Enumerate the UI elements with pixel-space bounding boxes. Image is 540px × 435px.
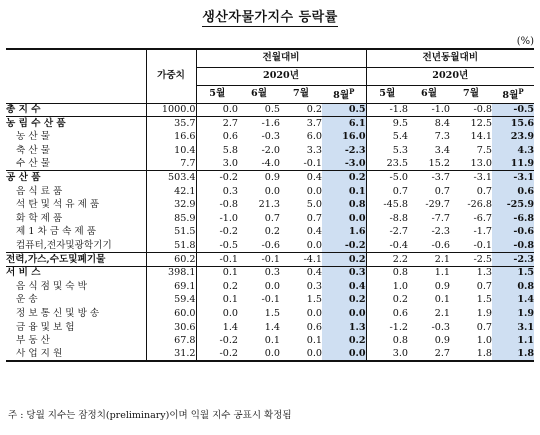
yoy-value-cell: 5.3 bbox=[366, 144, 408, 158]
mom-value-cell: 0.8 bbox=[322, 198, 366, 212]
yoy-value-cell: -0.8 bbox=[492, 239, 534, 253]
mom-value-cell: 0.0 bbox=[306, 239, 322, 251]
yoy-value-cell: 0.8 bbox=[366, 334, 408, 348]
table-row bbox=[6, 307, 534, 321]
mom-value-cell: 0.5 bbox=[322, 103, 366, 117]
yoy-value-cell: 9.5 bbox=[366, 117, 408, 131]
mom-value-cell: 0.0 bbox=[238, 348, 280, 362]
yoy-value-cell: -29.7 bbox=[425, 199, 451, 211]
yoy-value-cell: -25.9 bbox=[492, 198, 534, 212]
mom-month-8: 8월$^P$ bbox=[322, 85, 366, 103]
mom-value-cell: 0.3 bbox=[238, 266, 280, 280]
yoy-value-cell: 5.4 bbox=[366, 130, 408, 144]
table-row bbox=[6, 185, 534, 199]
row-label: 사 업 지 원 bbox=[6, 348, 146, 362]
yoy-value-cell: 1.9 bbox=[492, 307, 534, 321]
weight-cell: 51.5 bbox=[146, 225, 196, 239]
yoy-value-cell: -6.8 bbox=[492, 212, 534, 226]
mom-value-cell: 0.0 bbox=[322, 212, 366, 226]
mom-value-cell: 21.3 bbox=[258, 199, 280, 211]
mom-value-cell: -3.0 bbox=[322, 157, 366, 171]
row-label: 농 산 물 bbox=[16, 131, 50, 143]
table-row bbox=[6, 253, 534, 267]
mom-value-cell: 0.0 bbox=[280, 348, 322, 362]
page-title: 생산자물가지수 등락률 bbox=[202, 10, 338, 25]
mom-value-cell: 0.6 bbox=[306, 321, 322, 333]
yoy-month-7: 7월 bbox=[450, 85, 492, 103]
yoy-value-cell: -1.0 bbox=[408, 103, 450, 117]
yoy-value-cell: 23.5 bbox=[366, 157, 408, 171]
yoy-value-cell: 0.8 bbox=[492, 280, 534, 294]
yoy-value-cell: -5.0 bbox=[366, 171, 408, 185]
weight-cell: 59.4 bbox=[146, 293, 196, 307]
mom-value-cell: 0.4 bbox=[306, 226, 322, 238]
mom-value-cell: -4.0 bbox=[261, 158, 280, 170]
table-row bbox=[6, 103, 534, 117]
mom-value-cell: -0.2 bbox=[196, 348, 238, 362]
yoy-value-cell: 1.1 bbox=[492, 334, 534, 348]
mom-value-cell: -0.2 bbox=[196, 171, 238, 185]
row-label: 총 지 수 bbox=[6, 103, 146, 117]
row-label: 석 탄 및 석 유 제 품 bbox=[16, 199, 100, 211]
mom-value-cell: -0.1 bbox=[196, 253, 238, 267]
mom-value-cell: 3.3 bbox=[306, 144, 322, 156]
yoy-value-cell: 15.6 bbox=[492, 117, 534, 131]
weight-cell: 32.9 bbox=[146, 198, 196, 212]
yoy-value-cell: -8.8 bbox=[366, 212, 408, 226]
weight-cell: 67.8 bbox=[146, 334, 196, 348]
mom-value-cell: 6.0 bbox=[306, 131, 322, 143]
table-row bbox=[6, 280, 534, 294]
mom-value-cell: 0.4 bbox=[322, 280, 366, 294]
mom-value-cell: 0.2 bbox=[322, 253, 366, 267]
yoy-value-cell: 1.8 bbox=[492, 348, 534, 362]
mom-value-cell: 0.0 bbox=[322, 307, 366, 321]
row-label: 농 림 수 산 품 bbox=[6, 117, 146, 131]
mom-value-cell: 0.0 bbox=[306, 185, 322, 197]
mom-value-cell: -2.3 bbox=[322, 144, 366, 158]
mom-value-cell: -0.5 bbox=[219, 239, 238, 251]
mom-value-cell: -4.1 bbox=[280, 253, 322, 267]
mom-month-7: 7월 bbox=[280, 85, 322, 103]
yoy-value-cell: 14.1 bbox=[470, 131, 493, 143]
mom-value-cell: 0.4 bbox=[280, 266, 322, 280]
yoy-value-cell: -26.8 bbox=[467, 199, 493, 211]
price-index-table bbox=[6, 48, 534, 362]
yoy-value-cell: 2.1 bbox=[434, 307, 451, 319]
weight-cell: 31.2 bbox=[146, 348, 196, 362]
mom-month-6: 6월 bbox=[238, 85, 280, 103]
table-body bbox=[6, 103, 534, 361]
yoy-value-cell: -0.6 bbox=[431, 239, 451, 251]
table-row bbox=[6, 144, 534, 158]
mom-value-cell: 0.4 bbox=[280, 171, 322, 185]
yoy-value-cell: -45.8 bbox=[366, 198, 408, 212]
mom-value-cell: -0.2 bbox=[219, 226, 238, 238]
corner-cell bbox=[6, 49, 146, 67]
mom-value-cell: 2.7 bbox=[196, 117, 238, 131]
mom-value-cell: -1.0 bbox=[219, 212, 238, 224]
mom-value-cell: 0.0 bbox=[264, 185, 280, 197]
yoy-value-cell: 1.8 bbox=[450, 348, 492, 362]
mom-value-cell: 1.5 bbox=[264, 307, 280, 319]
mom-value-cell: 0.0 bbox=[196, 103, 238, 117]
yoy-value-cell: 0.1 bbox=[434, 294, 451, 306]
mom-value-cell: -0.6 bbox=[261, 239, 280, 251]
yoy-value-cell: -0.1 bbox=[473, 239, 493, 251]
weight-cell: 69.1 bbox=[146, 280, 196, 294]
yoy-value-cell: 1.5 bbox=[492, 266, 534, 280]
mom-value-cell: -1.6 bbox=[238, 117, 280, 131]
yoy-value-cell: 0.7 bbox=[434, 185, 451, 197]
yoy-value-cell: 1.0 bbox=[366, 280, 408, 294]
mom-value-cell: 6.1 bbox=[322, 117, 366, 131]
mom-value-cell: 0.0 bbox=[306, 307, 322, 319]
yoy-value-cell: 1.4 bbox=[492, 293, 534, 307]
table-row bbox=[6, 198, 534, 212]
row-label: 제 1 차 금 속 제 품 bbox=[16, 226, 97, 238]
mom-value-cell: 1.3 bbox=[322, 321, 366, 335]
row-label: 수 산 물 bbox=[16, 158, 50, 170]
yoy-value-cell: 13.0 bbox=[470, 158, 493, 170]
mom-value-cell: -2.0 bbox=[261, 144, 280, 156]
yoy-value-cell: 23.9 bbox=[492, 130, 534, 144]
row-label: 공 산 품 bbox=[6, 171, 146, 185]
row-label: 음 식 료 품 bbox=[16, 185, 63, 197]
yoy-value-cell: 2.7 bbox=[408, 348, 450, 362]
table-row bbox=[6, 266, 534, 280]
yoy-value-cell: -3.7 bbox=[408, 171, 450, 185]
mom-value-cell: -0.8 bbox=[219, 199, 238, 211]
weight-cell: 1000.0 bbox=[146, 103, 196, 117]
yoy-value-cell: 7.5 bbox=[476, 144, 493, 156]
row-label: 음 식 점 및 숙 박 bbox=[16, 280, 87, 292]
yoy-value-cell: 0.8 bbox=[366, 266, 408, 280]
mom-value-cell: 0.1 bbox=[264, 335, 280, 347]
yoy-value-cell: -2.3 bbox=[431, 226, 451, 238]
yoy-value-cell: -2.7 bbox=[366, 225, 408, 239]
mom-month-5: 5월 bbox=[196, 85, 238, 103]
yoy-value-cell: 2.1 bbox=[408, 253, 450, 267]
yoy-value-cell: 0.7 bbox=[476, 321, 493, 333]
mom-value-cell: 0.3 bbox=[306, 280, 322, 292]
yoy-value-cell: -0.8 bbox=[450, 103, 492, 117]
row-label: 축 산 물 bbox=[16, 144, 50, 156]
weight-cell: 60.2 bbox=[146, 253, 196, 267]
weight-cell: 10.4 bbox=[146, 144, 196, 158]
footnote: 주 : 당월 지수는 잠정치(preliminary)이며 익월 지수 공표시 확정됨 bbox=[8, 410, 292, 421]
yoy-header: 전년동월대비 bbox=[366, 49, 534, 67]
table-row bbox=[6, 321, 534, 335]
row-label: 컴퓨터,전자및광학기기 bbox=[16, 239, 112, 251]
mom-value-cell: 0.1 bbox=[222, 294, 238, 306]
yoy-value-cell: 3.4 bbox=[434, 144, 451, 156]
mom-value-cell: 0.9 bbox=[238, 171, 280, 185]
mom-value-cell: 0.0 bbox=[264, 280, 280, 292]
row-label: 전력,가스,수도및폐기물 bbox=[6, 253, 146, 267]
weight-cell: 85.9 bbox=[146, 212, 196, 226]
yoy-value-cell: -3.1 bbox=[450, 171, 492, 185]
mom-value-cell: 16.0 bbox=[322, 130, 366, 144]
yoy-value-cell: 0.7 bbox=[476, 185, 493, 197]
table-row bbox=[6, 171, 534, 185]
yoy-month-5: 5월 bbox=[366, 85, 408, 103]
mom-value-cell: 0.2 bbox=[280, 103, 322, 117]
yoy-value-cell: 1.9 bbox=[476, 307, 493, 319]
mom-value-cell: 0.1 bbox=[306, 335, 322, 347]
row-label: 화 학 제 품 bbox=[16, 212, 63, 224]
yoy-value-cell: -0.6 bbox=[492, 225, 534, 239]
table-row bbox=[6, 348, 534, 362]
mom-value-cell: 0.0 bbox=[322, 348, 366, 362]
yoy-month-8: 8월$^P$ bbox=[492, 85, 534, 103]
yoy-value-cell: 0.9 bbox=[434, 280, 451, 292]
mom-value-cell: 0.2 bbox=[322, 293, 366, 307]
yoy-value-cell: 4.3 bbox=[492, 144, 534, 158]
yoy-value-cell: -2.5 bbox=[450, 253, 492, 267]
table-row bbox=[6, 212, 534, 226]
mom-value-cell: 0.3 bbox=[222, 185, 238, 197]
mom-value-cell: 0.1 bbox=[322, 185, 366, 199]
mom-value-cell: 0.3 bbox=[322, 266, 366, 280]
mom-value-cell: -0.1 bbox=[303, 158, 322, 170]
table-row bbox=[6, 293, 534, 307]
yoy-value-cell: -0.4 bbox=[366, 239, 408, 253]
mom-header: 전월대비 bbox=[196, 49, 366, 67]
mom-value-cell: 0.5 bbox=[238, 103, 280, 117]
yoy-value-cell: -0.3 bbox=[431, 321, 451, 333]
mom-value-cell: 0.2 bbox=[222, 280, 238, 292]
mom-year-label: 2020년 bbox=[196, 67, 366, 85]
table-row bbox=[6, 239, 534, 253]
yoy-value-cell: 1.5 bbox=[476, 294, 493, 306]
row-label: 운 송 bbox=[16, 294, 38, 306]
yoy-value-cell: 1.1 bbox=[408, 266, 450, 280]
mom-value-cell: 1.6 bbox=[322, 225, 366, 239]
mom-value-cell: 1.5 bbox=[306, 294, 322, 306]
yoy-value-cell: -1.7 bbox=[473, 226, 493, 238]
weight-cell: 503.4 bbox=[146, 171, 196, 185]
weight-cell: 42.1 bbox=[146, 185, 196, 199]
yoy-value-cell: 7.3 bbox=[434, 131, 451, 143]
mom-value-cell: -0.1 bbox=[261, 294, 280, 306]
row-label: 정 보 통 신 및 방 송 bbox=[16, 307, 100, 319]
table-row bbox=[6, 225, 534, 239]
yoy-value-cell: 11.9 bbox=[492, 157, 534, 171]
mom-value-cell: 5.0 bbox=[306, 199, 322, 211]
weight-cell: 35.7 bbox=[146, 117, 196, 131]
table-row bbox=[6, 334, 534, 348]
yoy-value-cell: 15.2 bbox=[428, 158, 451, 170]
mom-value-cell: 0.2 bbox=[322, 334, 366, 348]
yoy-month-6: 6월 bbox=[408, 85, 450, 103]
yoy-value-cell: 8.4 bbox=[408, 117, 450, 131]
yoy-value-cell: 3.1 bbox=[492, 321, 534, 335]
yoy-value-cell: 0.6 bbox=[492, 185, 534, 199]
mom-value-cell: 0.7 bbox=[306, 212, 322, 224]
yoy-value-cell: 3.0 bbox=[366, 348, 408, 362]
mom-value-cell: -0.2 bbox=[322, 239, 366, 253]
table-row bbox=[6, 157, 534, 171]
yoy-value-cell: 0.9 bbox=[434, 335, 451, 347]
weight-header: 가중치 bbox=[146, 49, 196, 103]
yoy-value-cell: -3.1 bbox=[492, 171, 534, 185]
mom-value-cell: 0.1 bbox=[196, 266, 238, 280]
yoy-value-cell: 12.5 bbox=[450, 117, 492, 131]
yoy-value-cell: 0.7 bbox=[476, 280, 493, 292]
yoy-value-cell: 0.6 bbox=[366, 307, 408, 321]
weight-cell: 7.7 bbox=[146, 157, 196, 171]
weight-cell: 51.8 bbox=[146, 239, 196, 253]
mom-value-cell: -0.1 bbox=[238, 253, 280, 267]
unit-label: (%) bbox=[516, 36, 534, 47]
mom-value-cell: 3.7 bbox=[280, 117, 322, 131]
yoy-value-cell: -7.7 bbox=[431, 212, 451, 224]
row-label: 서 비 스 bbox=[6, 266, 146, 280]
mom-value-cell: 0.2 bbox=[322, 171, 366, 185]
yoy-value-cell: -2.3 bbox=[492, 253, 534, 267]
weight-cell: 16.6 bbox=[146, 130, 196, 144]
mom-value-cell: 0.6 bbox=[222, 131, 238, 143]
yoy-value-cell: -1.2 bbox=[366, 321, 408, 335]
yoy-value-cell: -6.7 bbox=[473, 212, 493, 224]
mom-value-cell: -0.3 bbox=[261, 131, 280, 143]
yoy-value-cell: 1.0 bbox=[476, 335, 493, 347]
row-label: 부 동 산 bbox=[16, 335, 50, 347]
weight-cell: 60.0 bbox=[146, 307, 196, 321]
weight-cell: 398.1 bbox=[146, 266, 196, 280]
mom-value-cell: 0.7 bbox=[264, 212, 280, 224]
mom-value-cell: 1.4 bbox=[264, 321, 280, 333]
row-label: 금 융 및 보 험 bbox=[16, 321, 75, 333]
mom-value-cell: 3.0 bbox=[222, 158, 238, 170]
mom-value-cell: 0.0 bbox=[222, 307, 238, 319]
yoy-value-cell: -1.8 bbox=[366, 103, 408, 117]
mom-value-cell: -0.2 bbox=[219, 335, 238, 347]
mom-value-cell: 0.2 bbox=[264, 226, 280, 238]
yoy-year-label: 2020년 bbox=[366, 67, 534, 85]
yoy-value-cell: 2.2 bbox=[366, 253, 408, 267]
mom-value-cell: 5.8 bbox=[222, 144, 238, 156]
yoy-value-cell: 1.3 bbox=[450, 266, 492, 280]
table-row bbox=[6, 130, 534, 144]
yoy-value-cell: 0.2 bbox=[366, 293, 408, 307]
mom-value-cell: 1.4 bbox=[222, 321, 238, 333]
table-row bbox=[6, 117, 534, 131]
weight-cell: 30.6 bbox=[146, 321, 196, 335]
yoy-value-cell: 0.7 bbox=[366, 185, 408, 199]
yoy-value-cell: -0.5 bbox=[492, 103, 534, 117]
